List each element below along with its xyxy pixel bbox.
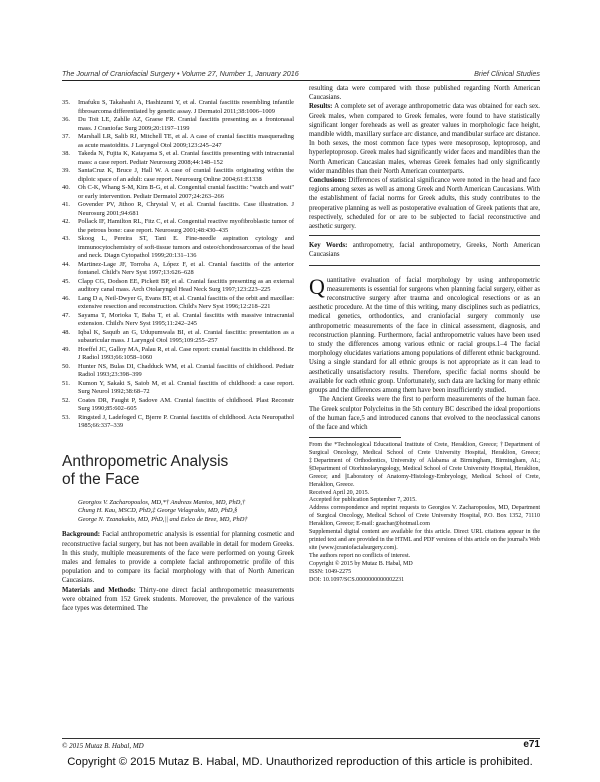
reference-text: Ringsted J, Ladefoged C, Bjerre P. Cranial fasciitis of childhood. Acta Neuropathol 1985;66:337–339 — [78, 413, 294, 429]
abstract — [62, 530, 294, 613]
reference-text: Clapp CG, Dodson EE, Pickett BP, et al. Cranial fasciitis presenting as an external auditory canal mass. Arch Otolaryngol Head Neck Surg 1997;123:223–225 — [78, 277, 294, 293]
reference-text: Hunter NS, Bulas DI, Chadduck WM, et al. Cranial fasciitis of childhood. Pediatr Radiol 1993;23:398–399 — [78, 362, 294, 378]
left-column — [62, 99, 294, 613]
reference-number: 52. — [62, 396, 70, 404]
keywords-text: anthropometry, facial anthropometry, Greeks, North American Caucasians — [309, 242, 541, 259]
reference-item — [62, 184, 294, 201]
reference-item — [62, 380, 294, 397]
reference-item — [62, 346, 294, 363]
reference-text: Kumon Y, Sakaki S, Saiob M, et al. Cranial fasciitis of childhood: a case report. Surg Neurol 1992;38:68–72 — [78, 379, 294, 395]
reference-item — [62, 167, 294, 184]
keywords-rule-top — [309, 235, 540, 236]
reference-text: Marshall LR, Salib RJ, Mitchell TE, et al. A case of cranial fasciitis masquerading as acute mastoiditis. J Laryngol Otol 2009;123:245–247 — [78, 133, 294, 149]
correspondence: Address correspondence and reprint requests to Georgios V. Zacharopoulos, MD, Department of Surgical Oncology, Medical School of Crete University Hospital, P.O. Box 1352, 71110 Heraklion, Greece; E-mail: gzachar@hotmail.com — [309, 505, 540, 528]
affiliation-rule — [309, 437, 401, 438]
background-text: Facial anthropometric analysis is essential for planning cosmetic and reconstructive facial surgery, but has not been available in detail for modern Greeks. In this study, multiple measurements of the face were performed on young Greek males and females to provide a complete facial anthropometric profile of this population and to compare its facial morphology with that of North American Caucasians. — [62, 531, 294, 585]
intro-paragraph-2: The Ancient Greeks were the first to perform measurements of the human face. The Greek sculptor Polycleitus in the 5th century BC described the ideal proportions of the human face,5 and introduced canons that evolved to the neoclassical canons of the face and which — [309, 396, 540, 431]
reference-number: 36. — [62, 116, 70, 123]
background-label: Background: — [62, 531, 101, 539]
reference-item — [62, 150, 294, 167]
reference-item — [62, 261, 294, 278]
methods-label: Materials and Methods: — [62, 586, 136, 594]
reference-number: 42. — [62, 218, 70, 225]
reference-item — [62, 312, 294, 329]
reference-text: Takeda N, Fujita K, Katayama S, et al. Cranial fasciitis presenting with intracranial mass: a case report. Pediatr Neurosurg 2008;44:148–152 — [78, 150, 294, 166]
methods-continued: resulting data were compared with those published regarding North American Caucasians. — [309, 85, 540, 102]
reference-number: 46. — [62, 294, 70, 302]
reference-text: Martinez-Lage JF, Torroba A, López F, et al. Cranial fasciitis of the anterior fontanel. Child's Nerv Syst 1997;13:626–628 — [78, 260, 294, 276]
reference-number: 51. — [62, 379, 70, 387]
reference-text: Skoog L, Pereira ST, Tani E. Fine-needle aspiration cytology and immunocytochemistry of soft-tissue tumors and osteo/chondrosarcomas of the head and neck. Diagn Cytopathol 1999;20:131–136 — [78, 235, 294, 259]
reference-number: 45. — [62, 277, 70, 285]
reference-item — [62, 116, 294, 133]
reference-item — [62, 201, 294, 218]
issn: ISSN: 1049-2275 — [309, 568, 352, 575]
reference-number: 35. — [62, 99, 70, 106]
copyright-line: Copyright © 2015 by Mutaz B. Habal, MD — [309, 560, 413, 567]
header-rule — [62, 80, 540, 81]
footer-rule — [62, 738, 540, 739]
reference-text: Govender PV, Jithoo R, Chrystal V, et al. Cranial fasciitis. Case illustration. J Neurosurg 2001;94:681 — [78, 201, 294, 217]
reference-item — [62, 133, 294, 150]
reference-number: 50. — [62, 362, 70, 370]
reference-item — [62, 363, 294, 380]
conclusions-label: Conclusions: — [309, 177, 347, 185]
reference-text: Lang D a, Neil-Dwyer G, Evans BT, et al. Cranial fasciitis of the orbit and maxillae: extensive resection and reconstruction. Child's Nerv Syst 1996;12:218–221 — [78, 294, 294, 310]
footer-copyright: © 2015 Mutaz B. Habal, MD — [62, 742, 144, 750]
intro-text-1: uantitative evaluation of facial morphology by using anthropometric measurements is essential for surgeons when planning facial surgery, either as reconstructive surgery after trauma and oncological resections or as an aesthetic procedure. At the time of this writing, many disciplines such as pediatrics, medical genetics, orthodontics, and craniofacial surgery commonly use anthropometric measurements of the face in clinical assessment, diagnosis, and reconstruction planning. Furthermore, facial anthropometric values have been used to study the differences among various ethnic or racial groups.1–4 The facial morphology elucidates variations among populations of different ethnic background. Using a single standard for all ethnic groups is not appropriate as it can lead to aesthetically unsatisfactory results. Therefore, specific facial norms should be available for each ethnic group. Unfortunately, such data are lacking for many ethnic groups and the differences among them have been insufficiently studied. — [309, 276, 540, 395]
drop-cap: Q — [309, 273, 325, 299]
journal-header: The Journal of Craniofacial Surgery • Volume 27, Number 1, January 2016 — [62, 69, 299, 78]
reference-number: 38. — [62, 150, 70, 157]
reference-number: 41. — [62, 201, 70, 208]
reference-number: 37. — [62, 133, 70, 140]
reference-item — [62, 414, 294, 431]
reference-number: 39. — [62, 167, 70, 174]
reference-item — [62, 218, 294, 235]
keywords — [309, 241, 540, 259]
abstract-methods — [62, 586, 294, 614]
accepted-date: Accepted for publication September 7, 2015. — [309, 497, 417, 504]
reference-item — [62, 397, 294, 414]
reference-text: Sayama T, Morioka T, Baba T, et al. Cranial fasciitis with massive intracranial extension. Child's Nerv Syst 1995;11:242–245 — [78, 311, 294, 327]
reference-text: Imafuku S, Takahashi A, Hashizumi Y, et al. Cranial fasciitis resembling infantile fibrosarcoma differentiated by genetic assay. J Dermatol 2011;38:1006–1009 — [78, 99, 294, 115]
introduction — [309, 273, 540, 432]
reference-item — [62, 278, 294, 295]
section-header: Brief Clinical Studies — [474, 69, 540, 78]
reference-text: Iqbal K, Saquib an G, Udupumwala BI, et al. Cranial fasciitis: presentation as a subauricular mass. J Laryngol Otol 1995;109:255–257 — [78, 328, 294, 344]
author-list — [62, 499, 294, 525]
reference-text: Du Toit LE, Zahlle AZ, Graese FR. Cranial fasciitis presenting as a frontonasal mass. J Craniofac Surg 2009;20:1197–1199 — [78, 116, 294, 132]
conflict-of-interest: The authors report no conflicts of interest. — [309, 552, 411, 559]
reference-item — [62, 329, 294, 346]
copyright-notice: Copyright © 2015 Mutaz B. Habal, MD. Unauthorized reproduction of this article is prohibited. — [67, 756, 533, 768]
title-line-2: of the Face — [62, 470, 140, 488]
affiliations — [309, 442, 540, 584]
right-column — [309, 84, 540, 584]
keywords-rule-bottom — [309, 265, 540, 266]
conclusions-text: Differences of statistical significance were noted in the head and face regions among sexes as well as among Greek and North American Caucasians. With the establishment of facial norms for Greek adults, this study contributes to the preoperative planning as well as postoperative evaluation of Greek patients that are, respectively, scheduled for or are to be subjected to facial reconstructive and aesthetic surgery. — [309, 177, 540, 231]
reference-item — [62, 295, 294, 312]
authors-line: Georgios V. Zacharopoulos, MD,*† Andreas Manios, MD, PhD,† — [78, 498, 246, 506]
title-line-1: Anthropometric Analysis — [62, 452, 229, 470]
reference-text: Coates DR, Faught P, Sadove AM. Cranial fasciitis of childhood. Plast Reconstr Surg 1990;85:602–605 — [78, 396, 294, 412]
reference-text: Hoeffel JC, Galloy MA, Palau R, et al. Case report: cranial fasciitis in childhood. Br J Radiol 1993;66:1058–1060 — [78, 345, 294, 361]
reference-item — [62, 99, 294, 116]
reference-number: 43. — [62, 235, 70, 242]
reference-text: Oh C-K, Whang S-M, Kim B-G, et al. Congenital cranial fasciitis: "watch and wait" or early intervention. Pediatr Dermatol 2007;24:263–266 — [78, 184, 294, 200]
supplemental-note: Supplemental digital content are available for this article. Direct URL citations appear in the printed text and are provided in the HTML and PDF versions of this article on the journal's Web site (www.jcraniofacialsurgery.com). — [309, 529, 540, 551]
abstract-background — [62, 530, 294, 585]
article-title — [62, 453, 294, 489]
reference-number: 53. — [62, 413, 70, 421]
keywords-label: Key Words: — [309, 242, 348, 250]
reference-number: 40. — [62, 184, 70, 191]
reference-text: Pollack IF, Hamilton RL, Fitz C, et al. Congenital reactive myofibroblastic tumor of the petrous bone: case report. Neurosurg 2001;48:430–435 — [78, 218, 294, 234]
abstract-results — [309, 102, 540, 176]
intro-paragraph-1 — [309, 273, 540, 396]
received-date: Received April 20, 2015. — [309, 489, 370, 496]
reference-number: 49. — [62, 345, 70, 353]
abstract-continued — [309, 84, 540, 231]
reference-number: 44. — [62, 260, 70, 268]
affiliation-from: From the *Technological Educational Institute of Crete, Heraklion, Greece; †Department of Surgical Oncology, Medical School of Crete University Hospital, Heraklion, Greece; ‡Department of Orthodontics, University of Alabama at Birmingham, Birmingham, AL; §Department of Otorhinolaryngology, Medical School of Crete University Hospital, Heraklion, Greece; and ||Laboratory of Anatomy-Histology-Embryology, Medical School of Crete, Heraklion, Greece. — [309, 442, 540, 488]
methods-text: Thirty-one direct facial anthropometric measurements were obtained from 152 Greek students. Moreover, the prevalence of the various face types was determined. The — [62, 586, 295, 612]
page-number: e71 — [523, 739, 540, 750]
reference-list — [62, 99, 294, 431]
authors-line: George N. Tzanakakis, MD, PhD,|| and Eelco de Bree, MD, PhD† — [78, 515, 248, 523]
reference-number: 47. — [62, 311, 70, 319]
doi: DOI: 10.1097/SCS.0000000000002231 — [309, 576, 405, 583]
abstract-conclusions — [309, 176, 540, 231]
running-header — [62, 69, 540, 78]
results-text: A complete set of average anthropometric data was obtained for each sex. Greek males, when compared to Greek females, were found to have statistically significant longer foreheads as well as greater values in morphologic face height, mandible width, maxillary surface arc distance, and mandibular surface arc distance. In both sexes, the most common face types were mesoprosop, leptoprosop, and hyperleptoprosop. Greek males had significantly wider faces and mandibles than the North American Caucasian males, whereas Greek females had only significantly wider mandibles than their North American counterparts. — [309, 103, 540, 175]
authors-line: Chung H. Kau, MSCD, PhD,‡ George Velagrakis, MD, PhD,§ — [78, 507, 238, 515]
reference-number: 48. — [62, 328, 70, 336]
reference-text: SantaCruz K, Bruce J, Hall W. A case of cranial fasciitis originating within the diploic space of an adult: case report. Neurosurg Online 2004;61:E1338 — [78, 167, 294, 183]
results-label: Results: — [309, 103, 333, 111]
reference-item — [62, 235, 294, 261]
